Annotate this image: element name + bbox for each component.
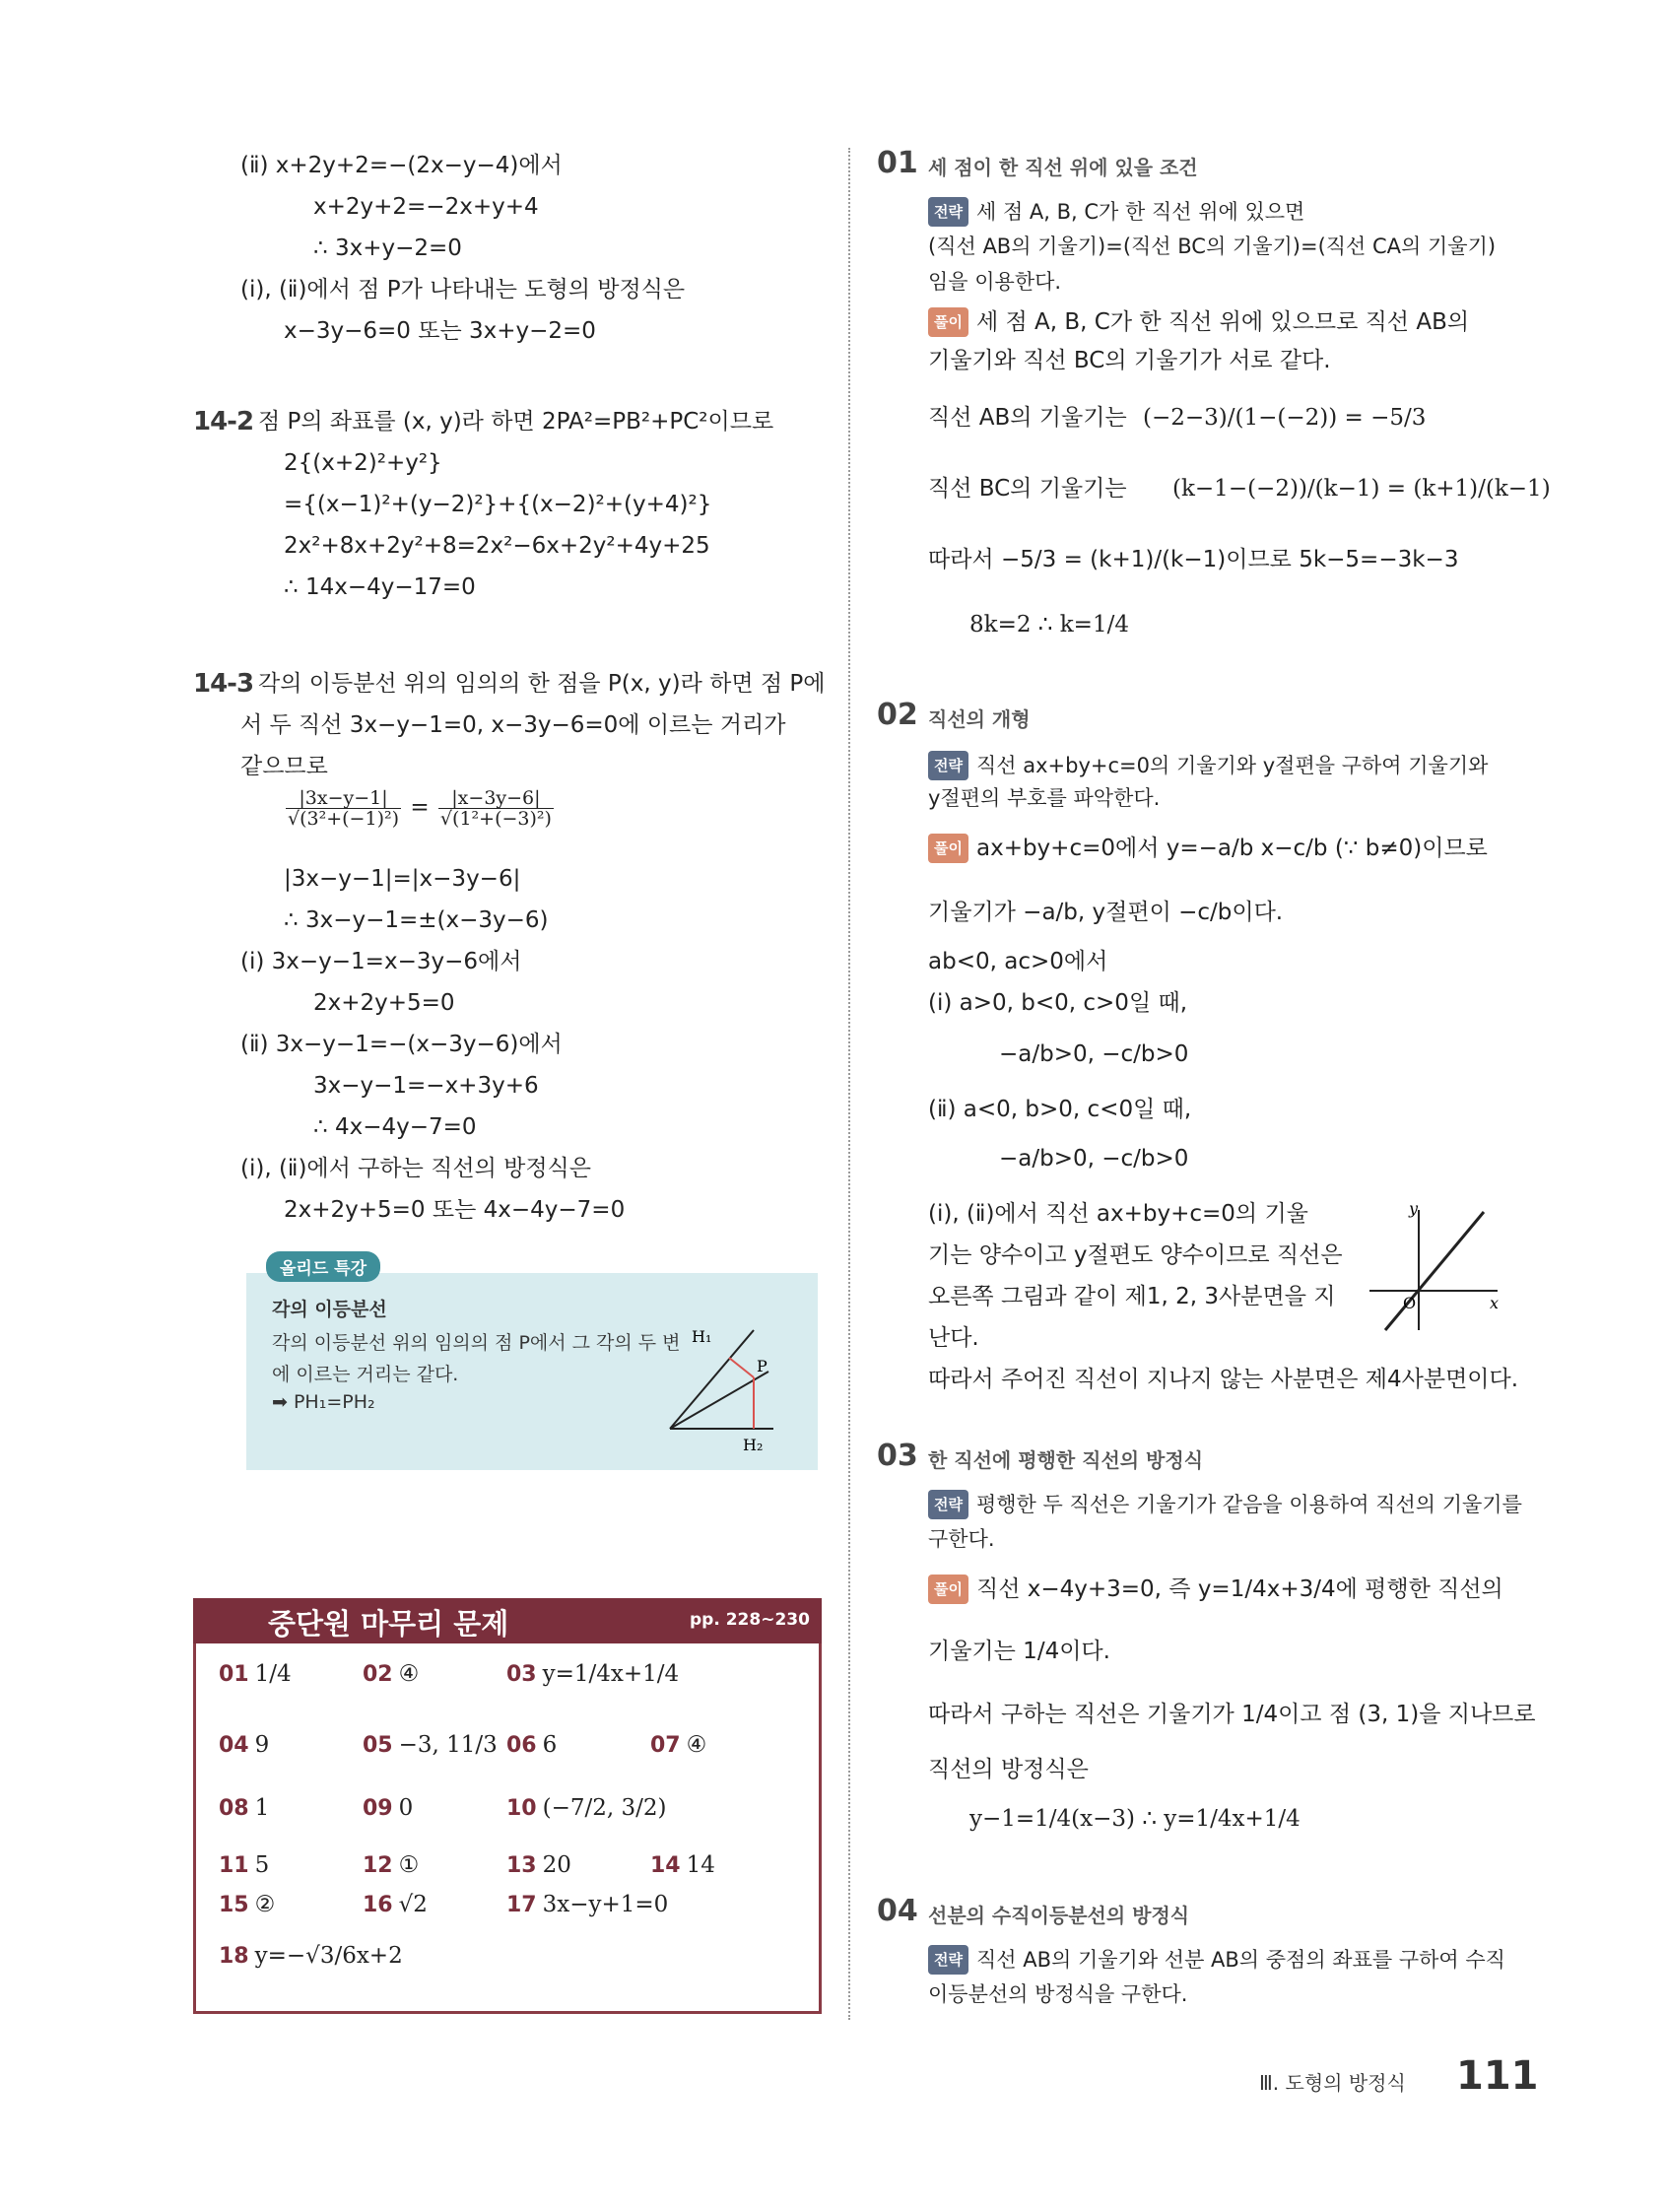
answer-item	[506, 1795, 667, 1821]
text-line: |3x−y−1|=|x−3y−6|	[284, 866, 521, 892]
strategy-tag: 전략	[928, 197, 968, 227]
strategy-text: 직선 AB의 기울기와 선분 AB의 중점의 좌표를 구하여 수직	[975, 1948, 1505, 1972]
solution-line: 직선의 방정식은	[928, 1757, 1089, 1782]
label-h1: H₁	[692, 1327, 712, 1346]
answer-value: 9	[254, 1732, 270, 1758]
solution-line	[928, 307, 1469, 337]
answer-number: 05	[363, 1733, 393, 1758]
answer-item	[506, 1852, 571, 1878]
text-line: ∴ 3x+y−2=0	[313, 235, 462, 261]
answer-value: −3, 11/3	[398, 1732, 498, 1758]
section-number: 01	[877, 146, 918, 180]
answer-value: ④	[398, 1661, 420, 1687]
solution-line: ab<0, ac>0에서	[928, 949, 1108, 974]
answer-value: 1	[254, 1795, 270, 1821]
text-line: ={(x−1)²+(y−2)²}+{(x−2)²+(y+4)²}	[284, 492, 712, 517]
answer-value: y=−√3/6x+2	[254, 1943, 403, 1969]
answer-value: 3x−y+1=0	[542, 1892, 669, 1917]
answer-item	[219, 1892, 275, 1917]
answer-value: 5	[254, 1852, 270, 1878]
answer-item	[506, 1732, 557, 1758]
text-line: 각의 이등분선 위의 임의의 한 점을 P(x, y)라 하면 점 P에	[258, 671, 826, 697]
label-p: P	[757, 1357, 767, 1375]
answer-item	[219, 1943, 403, 1969]
answer-item	[219, 1661, 292, 1687]
strategy-line: y절편의 부호를 파악한다.	[928, 786, 1161, 810]
strategy-text: 세 점 A, B, C가 한 직선 위에 있으면	[975, 200, 1305, 224]
solution-text: ax+by+c=0에서 y=−a/b x−c/b (∵ b≠0)이므로	[975, 836, 1488, 861]
answer-number: 10	[506, 1796, 537, 1821]
answer-item	[219, 1852, 269, 1878]
answer-number: 11	[219, 1853, 249, 1878]
answer-number: 02	[363, 1662, 393, 1687]
answer-value: ④	[686, 1732, 707, 1758]
column-divider	[848, 148, 850, 2020]
chapter-label: Ⅲ. 도형의 방정식	[1259, 2071, 1406, 2095]
text-line: ∴ 14x−4y−17=0	[284, 574, 476, 600]
fraction	[438, 788, 554, 829]
numerator: |3x−y−1|	[286, 788, 401, 809]
answer-item	[219, 1795, 269, 1821]
solution-line: 기울기가 −a/b, y절편이 −c/b이다.	[928, 900, 1284, 925]
problem-number: 14-3	[193, 669, 254, 699]
tip-text: ➡ PH₁=PH₂	[272, 1391, 375, 1413]
answer-item	[506, 1892, 668, 1917]
answer-number: 14	[650, 1853, 681, 1878]
text-line: 서 두 직선 3x−y−1=0, x−3y−6=0에 이르는 거리가	[240, 712, 786, 738]
strategy-line	[928, 1490, 1522, 1519]
label-h2: H₂	[743, 1436, 764, 1454]
solution-line: 직선 AB의 기울기는	[928, 405, 1127, 431]
section-title: 직선의 개형	[928, 707, 1031, 731]
answer-item	[650, 1732, 706, 1758]
answer-number: 13	[506, 1853, 537, 1878]
text-line: 3x−y−1=−x+3y+6	[313, 1073, 539, 1099]
section-title: 한 직선에 평행한 직선의 방정식	[928, 1448, 1204, 1472]
solution-line: −a/b>0, −c/b>0	[999, 1146, 1189, 1172]
section-title: 세 점이 한 직선 위에 있을 조건	[928, 156, 1198, 179]
math-expression: (−2−3)/(1−(−2)) = −5/3	[1143, 405, 1427, 431]
solution-line: 기울기는 1/4이다.	[928, 1639, 1110, 1664]
text-line: 점 P의 좌표를 (x, y)라 하면 2PA²=PB²+PC²이므로	[258, 409, 774, 435]
text-line: x+2y+2=−2x+y+4	[313, 194, 539, 220]
answer-number: 07	[650, 1733, 681, 1758]
solution-tag: 풀이	[928, 307, 968, 337]
answer-value: 6	[542, 1732, 558, 1758]
answer-value: 0	[398, 1795, 414, 1821]
tip-title: 각의 이등분선	[272, 1299, 387, 1320]
solution-line: 직선 BC의 기울기는	[928, 476, 1127, 502]
answer-item	[650, 1852, 715, 1878]
answer-value: (−7/2, 3/2)	[542, 1795, 667, 1821]
answer-number: 06	[506, 1733, 537, 1758]
text-line: (ⅰ), (ⅱ)에서 점 P가 나타내는 도형의 방정식은	[240, 277, 686, 302]
solution-line: 따라서 구하는 직선은 기울기가 1/4이고 점 (3, 1)을 지나므로	[928, 1702, 1536, 1727]
answer-value: 20	[542, 1852, 571, 1878]
section-number: 04	[877, 1894, 918, 1928]
solution-line: 난다.	[928, 1325, 979, 1351]
answer-item	[363, 1852, 419, 1878]
strategy-tag: 전략	[928, 1945, 968, 1975]
answer-number: 09	[363, 1796, 393, 1821]
solution-line: −a/b>0, −c/b>0	[999, 1041, 1189, 1067]
solution-line: (ⅰ), (ⅱ)에서 직선 ax+by+c=0의 기울	[928, 1201, 1308, 1227]
answer-number: 17	[506, 1893, 537, 1917]
tip-badge: 올리드 특강	[266, 1251, 380, 1282]
answer-item	[363, 1732, 498, 1758]
section-number: 02	[877, 698, 918, 732]
answer-number: 04	[219, 1733, 249, 1758]
strategy-tag: 전략	[928, 751, 968, 780]
strategy-line: 이등분선의 방정식을 구한다.	[928, 1982, 1188, 2006]
numerator: |x−3y−6|	[438, 788, 554, 809]
solution-line	[928, 1575, 1503, 1604]
strategy-line	[928, 751, 1488, 780]
angle-bisector-figure	[660, 1320, 788, 1458]
fraction-equation: $\frac{|3x-y-1|}{\text{√(3²+(−1)²)}}$ = $\frac{|x-3y-6|}{\text{√(1²+(−3)²)}}$	[288, 787, 552, 830]
answer-item	[363, 1795, 413, 1821]
answer-value: ①	[398, 1852, 420, 1878]
solution-line: (ⅱ) a<0, b>0, c<0일 때,	[928, 1097, 1192, 1122]
strategy-line	[928, 1945, 1505, 1975]
tip-text: 각의 이등분선 위의 임의의 점 P에서 그 각의 두 변	[272, 1332, 681, 1354]
solution-line: 따라서 −5/3 = (k+1)/(k−1)이므로 5k−5=−3k−3	[928, 547, 1459, 572]
line-graph-figure	[1360, 1202, 1507, 1340]
answer-value: y=1/4x+1/4	[542, 1661, 680, 1687]
solution-tag: 풀이	[928, 834, 968, 863]
answer-box-pages: pp. 228~230	[690, 1610, 810, 1630]
denominator: √(3²+(−1)²)	[288, 808, 400, 830]
text-line: (ⅱ) 3x−y−1=−(x−3y−6)에서	[240, 1032, 563, 1057]
text-line: ∴ 4x−4y−7=0	[313, 1114, 477, 1140]
answer-number: 15	[219, 1893, 249, 1917]
tip-text: 에 이르는 거리는 같다.	[272, 1364, 459, 1385]
answer-item	[506, 1661, 679, 1687]
text-line: (ⅰ), (ⅱ)에서 구하는 직선의 방정식은	[240, 1156, 591, 1181]
answer-number: 16	[363, 1893, 393, 1917]
answer-value: 14	[686, 1852, 715, 1878]
solution-line	[928, 834, 1488, 863]
strategy-text: 직선 ax+by+c=0의 기울기와 y절편을 구하여 기울기와	[975, 754, 1489, 777]
math-expression: (k−1−(−2))/(k−1) = (k+1)/(k−1)	[1172, 476, 1551, 502]
solution-line: 기울기와 직선 BC의 기울기가 서로 같다.	[928, 348, 1331, 373]
section-title: 선분의 수직이등분선의 방정식	[928, 1904, 1190, 1927]
page-number: 111	[1456, 2053, 1539, 2099]
axis-y-label: y	[1409, 1202, 1419, 1218]
denominator: √(1²+(−3)²)	[439, 808, 552, 830]
answer-number: 08	[219, 1796, 249, 1821]
strategy-text: 평행한 두 직선은 기울기가 같음을 이용하여 직선의 기울기를	[975, 1493, 1522, 1516]
answer-value: 1/4	[254, 1661, 292, 1687]
solution-line: 기는 양수이고 y절편도 양수이므로 직선은	[928, 1242, 1343, 1268]
answer-value: ②	[254, 1892, 276, 1917]
text-line: x−3y−6=0 또는 3x+y−2=0	[284, 318, 596, 344]
text-line: (ⅱ) x+2y+2=−(2x−y−4)에서	[240, 153, 563, 178]
problem-number: 14-2	[193, 407, 254, 436]
answer-number: 01	[219, 1662, 249, 1687]
answer-value: √2	[398, 1892, 428, 1917]
fraction	[286, 788, 401, 829]
origin-label: O	[1403, 1294, 1417, 1312]
text-line: (ⅰ) 3x−y−1=x−3y−6에서	[240, 949, 522, 974]
solution-text: 직선 x−4y+3=0, 즉 y=1/4x+3/4에 평행한 직선의	[975, 1576, 1503, 1602]
answer-number: 03	[506, 1662, 537, 1687]
solution-line: 오른쪽 그림과 같이 제1, 2, 3사분면을 지	[928, 1284, 1336, 1309]
strategy-line: 임을 이용한다.	[928, 270, 1062, 294]
solution-tag: 풀이	[928, 1575, 968, 1604]
text-line: 2x²+8x+2y²+8=2x²−6x+2y²+4y+25	[284, 533, 710, 559]
solution-line: (ⅰ) a>0, b<0, c>0일 때,	[928, 990, 1188, 1016]
strategy-line: (직선 AB의 기울기)=(직선 BC의 기울기)=(직선 CA의 기울기)	[928, 235, 1497, 258]
strategy-line	[928, 197, 1304, 227]
answer-item	[363, 1892, 428, 1917]
text-line: ∴ 3x−y−1=±(x−3y−6)	[284, 907, 549, 933]
math-expression: 8k=2 ∴ k=1/4	[969, 612, 1129, 637]
answer-item	[363, 1661, 419, 1687]
math-expression: y−1=1/4(x−3) ∴ y=1/4x+1/4	[969, 1806, 1301, 1832]
text-line: 같으므로	[240, 754, 328, 779]
section-number: 03	[877, 1439, 918, 1473]
text-line: 2x+2y+5=0	[313, 990, 455, 1016]
text-line: 2x+2y+5=0 또는 4x−4y−7=0	[284, 1197, 626, 1223]
answer-number: 18	[219, 1944, 249, 1969]
axis-x-label: x	[1490, 1294, 1500, 1312]
text-line: 2{(x+2)²+y²}	[284, 450, 442, 476]
solution-text: 세 점 A, B, C가 한 직선 위에 있으므로 직선 AB의	[975, 309, 1470, 335]
strategy-line: 구한다.	[928, 1527, 995, 1551]
answer-box-title: 중단원 마무리 문제	[268, 1607, 509, 1641]
answer-number: 12	[363, 1853, 393, 1878]
solution-line: 따라서 주어진 직선이 지나지 않는 사분면은 제4사분면이다.	[928, 1367, 1519, 1392]
strategy-tag: 전략	[928, 1490, 968, 1519]
answer-item	[219, 1732, 269, 1758]
